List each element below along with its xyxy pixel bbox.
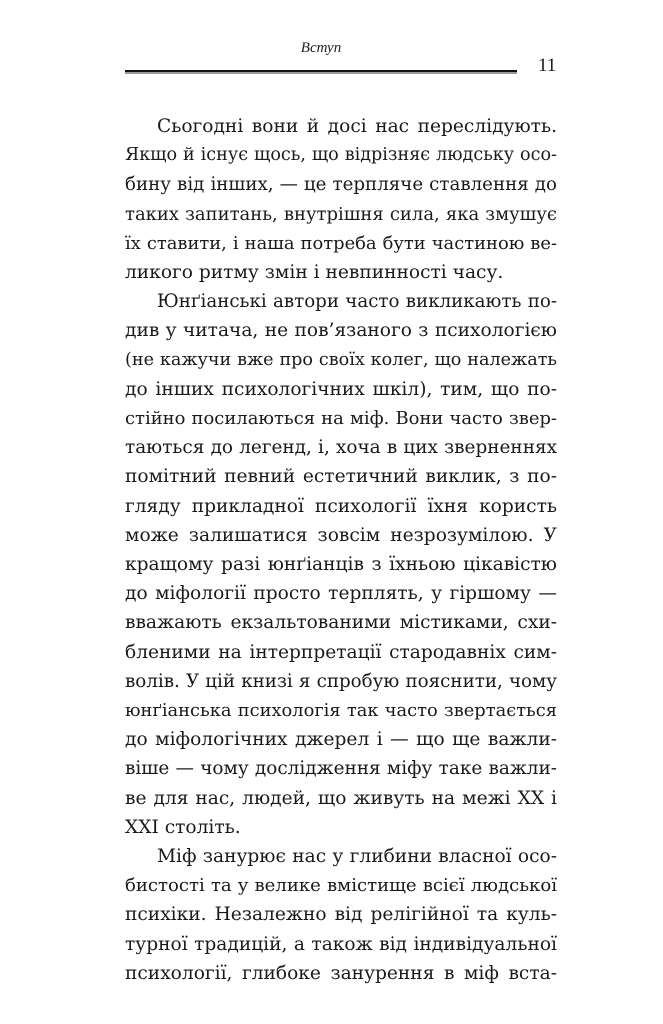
text-line: XXI століть. <box>125 816 241 838</box>
text-line: ликого ритму змін і невпинності часу. <box>125 262 504 284</box>
text-line: віше — чому дослідження міфу таке важли- <box>125 758 557 780</box>
paragraph-2 <box>125 287 557 842</box>
text-line: таються до легенд, і, хоча в цих зверненнях <box>125 437 557 459</box>
text-line: до інших психологічних шкіл), тим, що по- <box>125 378 557 400</box>
text-line: стійно посилаються на міф. Вони часто звер- <box>125 408 557 430</box>
text-line: до міфологічних джерел і — що ще важли- <box>125 729 557 751</box>
text-line: Міф занурює нас у глибини власної осо- <box>157 846 557 868</box>
text-line: див у читача, не пов’язаного з психологією <box>125 320 557 342</box>
text-line: волів. У цій книзі я спробую пояснити, чому <box>125 670 557 692</box>
text-line: помітний певний естетичний виклик, з по- <box>125 466 557 488</box>
text-line: психіки. Незалежно від релігійної та куль- <box>125 904 557 926</box>
text-line: турної традицій, а також від індивідуальної <box>125 933 557 955</box>
text-line: юнґіанська психологія так часто звертається <box>125 700 557 722</box>
body-text <box>125 112 557 988</box>
page-number: 11 <box>538 55 557 76</box>
text-line: може залишатися зовсім незрозумілою. У <box>125 524 557 546</box>
header-rule <box>125 70 517 74</box>
text-line: таких запитань, внутрішня сила, яка змушує <box>125 203 557 225</box>
text-line: бину від інших, — це терпляче ставлення до <box>125 174 557 196</box>
text-line: їх ставити, і наша потреба бути частиною ве- <box>125 232 557 254</box>
text-line: гляду прикладної психології їхня користь <box>125 495 557 517</box>
text-line: бистості та у велике вмістище всієї людської <box>125 875 557 897</box>
text-line: психології, глибоке занурення в міф вста- <box>125 962 557 984</box>
text-line: Сьогодні вони й досі нас переслідують. <box>157 116 557 137</box>
paragraph-3 <box>125 842 557 988</box>
text-line: Якщо й існує щось, що відрізняє людську осо- <box>125 145 557 166</box>
text-line: до міфології просто терплять, у гіршому — <box>125 583 557 605</box>
paragraph-1 <box>125 112 557 287</box>
text-line: ве для нас, людей, що живуть на межі XX і <box>125 787 557 809</box>
text-line: (не кажучи вже про своїх колег, що належать <box>125 349 557 370</box>
text-line: вважають екзальтованими містиками, схи- <box>125 612 557 634</box>
running-head-title: Вступ <box>300 40 342 56</box>
text-line: бленими на інтерпретації стародавніх сим- <box>125 641 557 663</box>
text-line: кращому разі юнґіанців з їхньою цікавістю <box>125 554 557 576</box>
text-line: Юнґіанські автори часто викликають по- <box>157 291 557 313</box>
